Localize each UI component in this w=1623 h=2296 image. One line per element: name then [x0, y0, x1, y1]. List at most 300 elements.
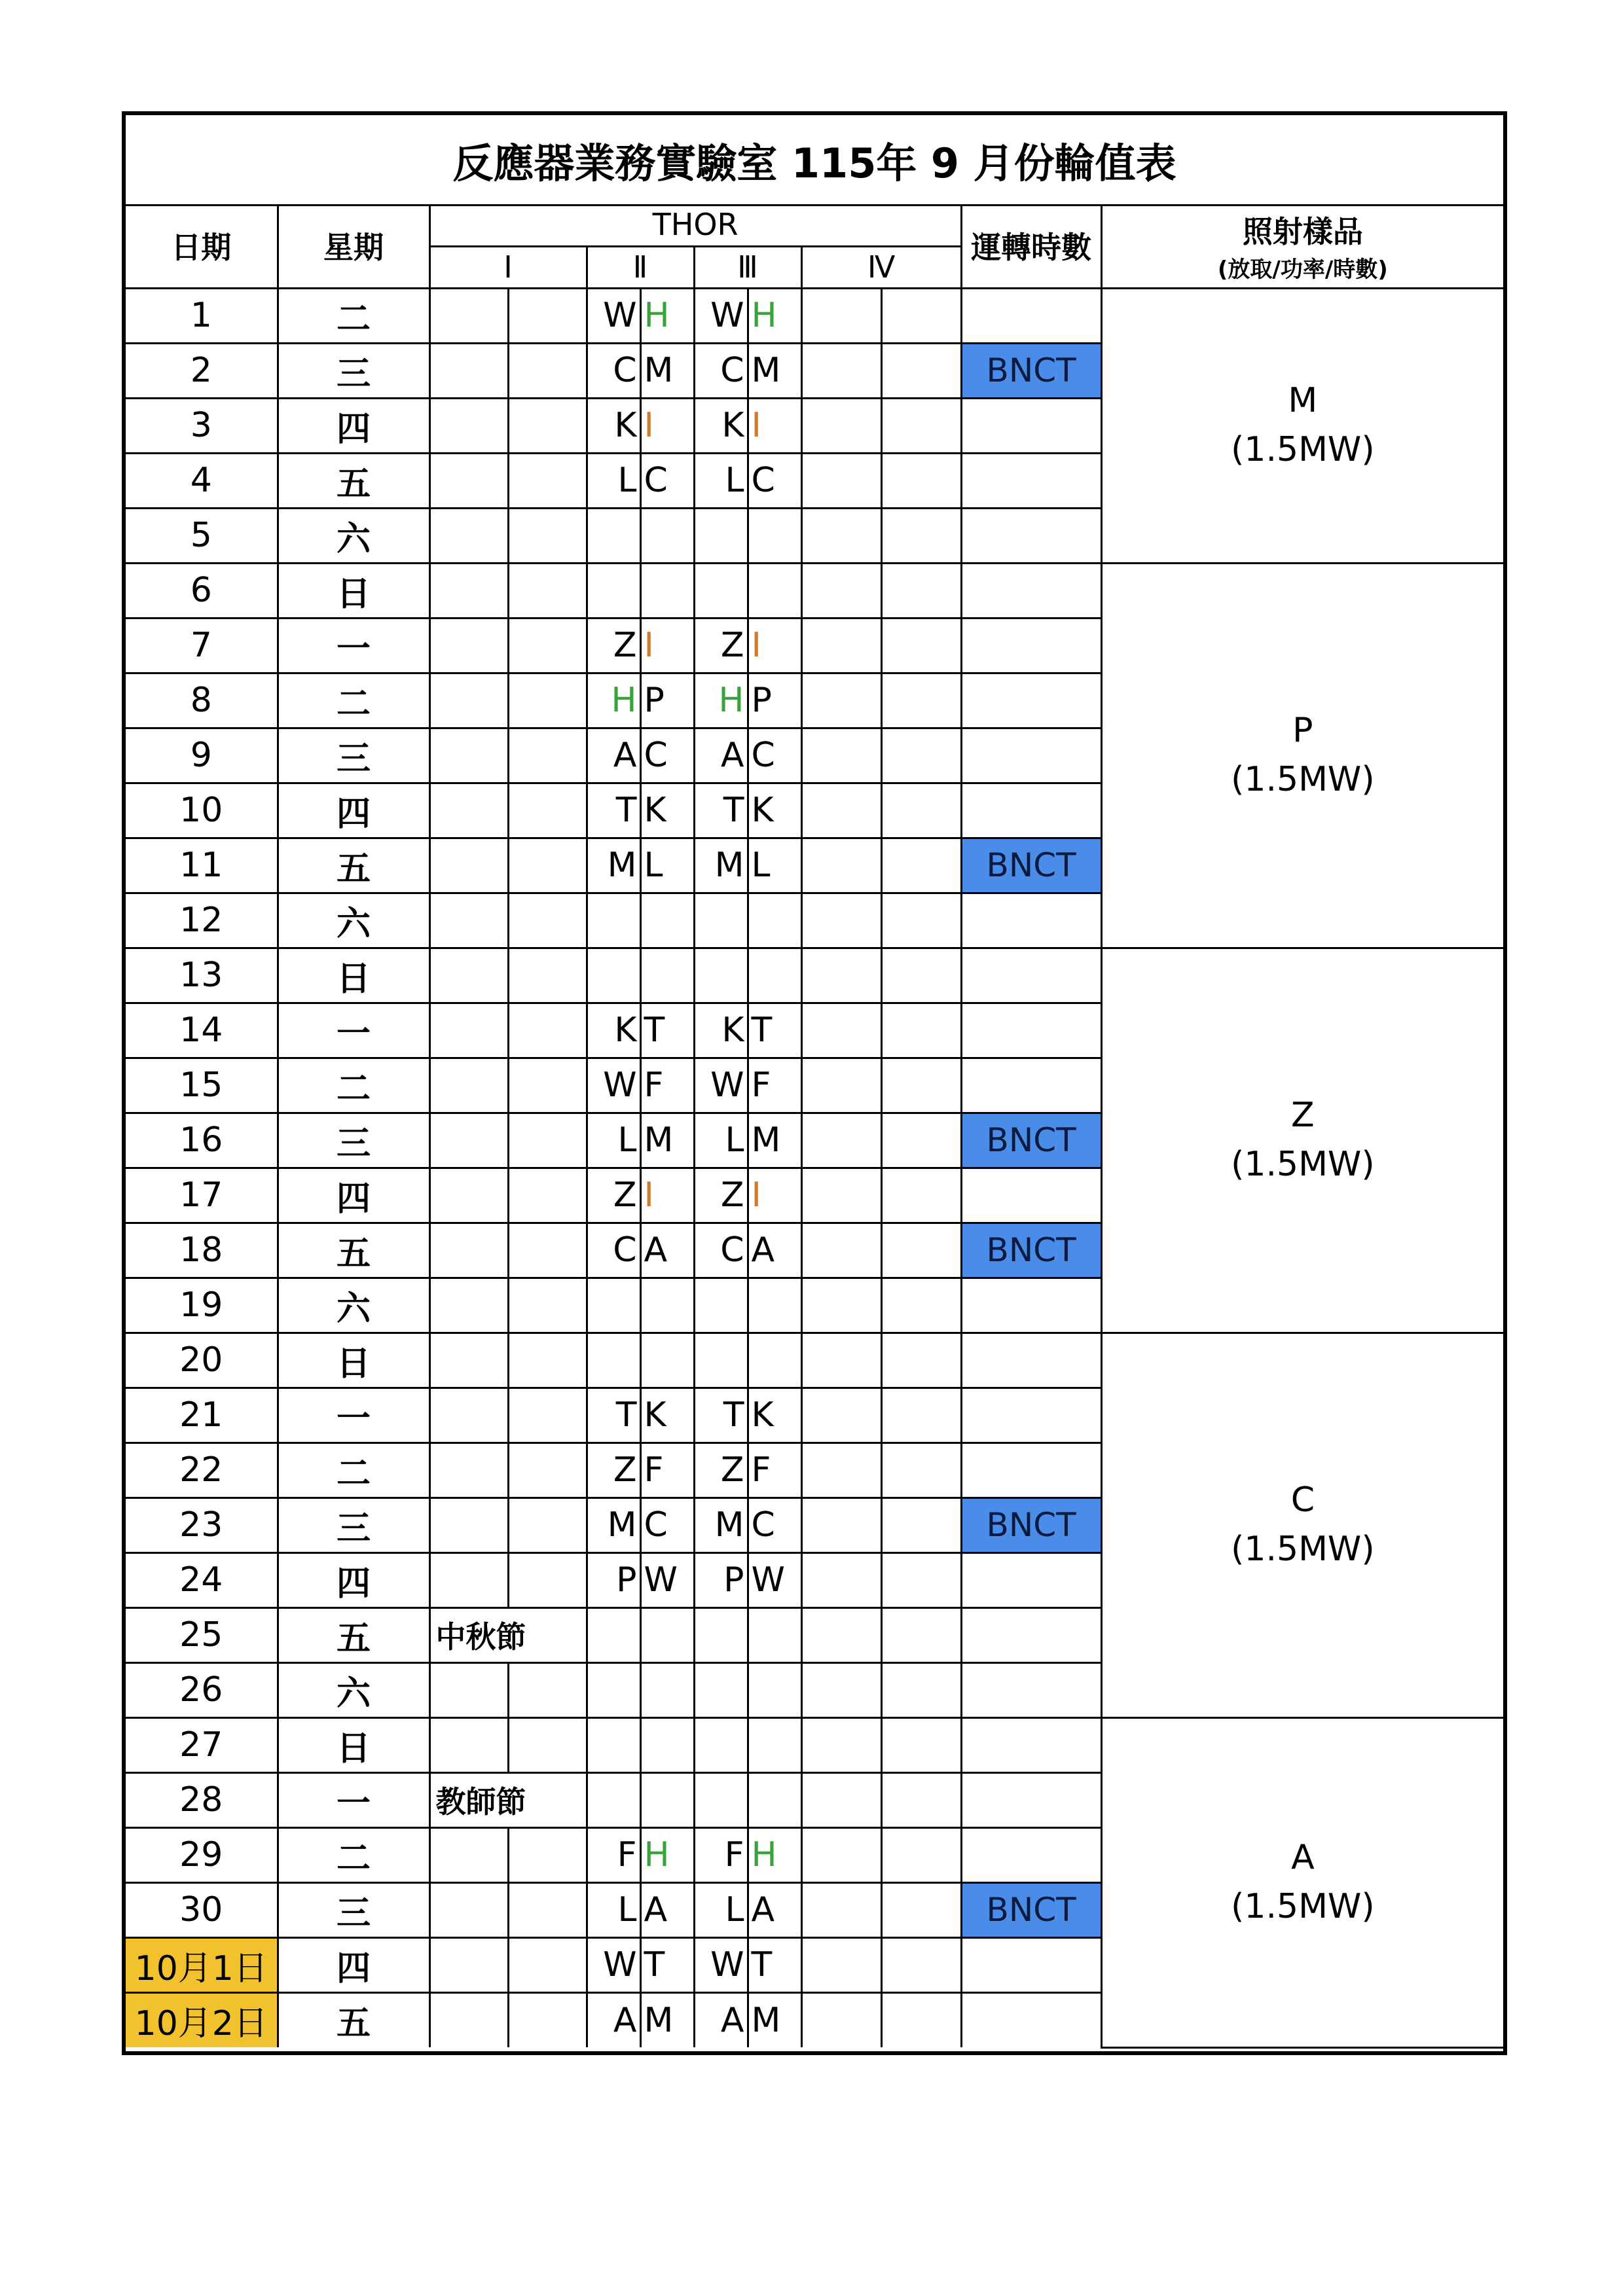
- table-row: [126, 1717, 1503, 1772]
- group4-cell-b: [881, 508, 961, 563]
- shift-iii-0: C: [694, 1223, 748, 1278]
- run-hours-cell: [961, 1278, 1101, 1333]
- group1-cell-a: [429, 1278, 508, 1333]
- holiday-note: 教師節: [429, 1772, 587, 1827]
- shift-iii-0: [694, 1772, 748, 1827]
- shift-iii-0: W: [694, 1058, 748, 1113]
- shift-ii-0: A: [587, 728, 640, 783]
- bnct-badge: BNCT: [961, 1223, 1101, 1278]
- group4-cell-a: [801, 453, 881, 508]
- shift-ii-0: [587, 1717, 640, 1772]
- shift-ii-1: T: [640, 1937, 694, 1992]
- group4-cell-a: [801, 1717, 881, 1772]
- run-hours-cell: [961, 1058, 1101, 1113]
- group1-cell-b: [508, 838, 587, 893]
- date-cell: 5: [126, 508, 278, 563]
- group1-cell-a: [429, 288, 508, 343]
- shift-ii-0: L: [587, 453, 640, 508]
- group1-cell-a: [429, 1992, 508, 2047]
- shift-iii-1: [748, 508, 801, 563]
- group1-cell-b: [508, 288, 587, 343]
- weekday-cell: 三: [278, 343, 429, 398]
- date-cell: 28: [126, 1772, 278, 1827]
- shift-ii-0: T: [587, 1388, 640, 1443]
- group4-cell-a: [801, 1992, 881, 2047]
- group1-cell-b: [508, 673, 587, 728]
- group4-cell-b: [881, 948, 961, 1003]
- shift-iii-1: H: [748, 1827, 801, 1882]
- group1-cell-a: [429, 1498, 508, 1552]
- group4-cell-b: [881, 838, 961, 893]
- date-cell: 19: [126, 1278, 278, 1333]
- shift-iii-0: Z: [694, 1168, 748, 1223]
- shift-ii-0: [587, 1333, 640, 1388]
- group1-cell-a: [429, 1882, 508, 1937]
- roster-sheet: [122, 111, 1507, 2055]
- group1-cell-a: [429, 1058, 508, 1113]
- bnct-badge: BNCT: [961, 838, 1101, 893]
- group4-cell-a: [801, 508, 881, 563]
- shift-ii-0: [587, 563, 640, 618]
- bnct-badge: BNCT: [961, 1113, 1101, 1168]
- group1-cell-b: [508, 1498, 587, 1552]
- shift-ii-0: L: [587, 1113, 640, 1168]
- weekday-cell: 二: [278, 1058, 429, 1113]
- shift-iii-1: F: [748, 1443, 801, 1498]
- group4-cell-a: [801, 783, 881, 838]
- shift-iii-1: F: [748, 1058, 801, 1113]
- shift-iii-1: I: [748, 618, 801, 673]
- shift-ii-1: L: [640, 838, 694, 893]
- run-hours-cell: [961, 1388, 1101, 1443]
- group1-cell-b: [508, 1882, 587, 1937]
- date-cell: 22: [126, 1443, 278, 1498]
- shift-ii-1: [640, 508, 694, 563]
- weekday-cell: 二: [278, 288, 429, 343]
- group1-cell-a: [429, 508, 508, 563]
- run-hours-cell: [961, 398, 1101, 453]
- group1-cell-a: [429, 1717, 508, 1772]
- date-cell: 6: [126, 563, 278, 618]
- shift-ii-0: [587, 893, 640, 948]
- shift-iii-0: T: [694, 1388, 748, 1443]
- date-cell: 1: [126, 288, 278, 343]
- group1-cell-b: [508, 1717, 587, 1772]
- group4-cell-a: [801, 1333, 881, 1388]
- shift-iii-0: [694, 1607, 748, 1662]
- group1-cell-a: [429, 1003, 508, 1058]
- run-hours-cell: [961, 728, 1101, 783]
- shift-iii-0: [694, 1717, 748, 1772]
- shift-ii-0: W: [587, 1937, 640, 1992]
- group1-cell-a: [429, 618, 508, 673]
- sample-name: M: [1288, 380, 1318, 420]
- shift-ii-0: [587, 1772, 640, 1827]
- date-cell: 16: [126, 1113, 278, 1168]
- weekday-cell: 三: [278, 1113, 429, 1168]
- weekday-cell: 四: [278, 783, 429, 838]
- group4-cell-b: [881, 1058, 961, 1113]
- group1-cell-a: [429, 673, 508, 728]
- group4-cell-a: [801, 1662, 881, 1717]
- group4-cell-a: [801, 728, 881, 783]
- header-thor: THOR: [429, 204, 961, 246]
- weekday-cell: 四: [278, 398, 429, 453]
- shift-iii-0: [694, 1278, 748, 1333]
- group4-cell-b: [881, 1882, 961, 1937]
- shift-iii-1: C: [748, 1498, 801, 1552]
- shift-ii-0: [587, 1607, 640, 1662]
- weekday-cell: 日: [278, 948, 429, 1003]
- weekday-cell: 六: [278, 893, 429, 948]
- sample-cell: [1101, 1333, 1503, 1717]
- weekday-cell: 六: [278, 1278, 429, 1333]
- date-cell: 9: [126, 728, 278, 783]
- shift-iii-0: K: [694, 398, 748, 453]
- group1-cell-a: [429, 1937, 508, 1992]
- date-cell: 8: [126, 673, 278, 728]
- bnct-badge: BNCT: [961, 343, 1101, 398]
- group4-cell-b: [881, 1388, 961, 1443]
- weekday-cell: 三: [278, 1882, 429, 1937]
- run-hours-cell: [961, 948, 1101, 1003]
- shift-ii-0: C: [587, 343, 640, 398]
- group4-cell-b: [881, 1552, 961, 1607]
- shift-ii-0: Z: [587, 618, 640, 673]
- group4-cell-a: [801, 948, 881, 1003]
- shift-iii-1: [748, 1278, 801, 1333]
- group1-cell-a: [429, 1388, 508, 1443]
- group4-cell-b: [881, 1113, 961, 1168]
- sample-cell: [1101, 288, 1503, 563]
- weekday-cell: 二: [278, 1827, 429, 1882]
- group4-cell-a: [801, 1223, 881, 1278]
- group1-cell-a: [429, 1552, 508, 1607]
- shift-ii-1: A: [640, 1882, 694, 1937]
- group1-cell-b: [508, 1388, 587, 1443]
- group4-cell-b: [881, 1772, 961, 1827]
- sample-power: (1.5MW): [1231, 1887, 1375, 1926]
- shift-ii-0: [587, 1278, 640, 1333]
- shift-iii-0: M: [694, 1498, 748, 1552]
- shift-ii-1: M: [640, 343, 694, 398]
- group1-cell-b: [508, 728, 587, 783]
- shift-iii-0: [694, 1333, 748, 1388]
- group4-cell-b: [881, 1278, 961, 1333]
- shift-iii-0: K: [694, 1003, 748, 1058]
- run-hours-cell: [961, 288, 1101, 343]
- group1-cell-a: [429, 1333, 508, 1388]
- shift-iii-1: H: [748, 288, 801, 343]
- shift-ii-1: K: [640, 1388, 694, 1443]
- run-hours-cell: [961, 783, 1101, 838]
- shift-ii-1: I: [640, 618, 694, 673]
- shift-ii-1: [640, 893, 694, 948]
- shift-iii-0: [694, 508, 748, 563]
- group4-cell-a: [801, 1607, 881, 1662]
- shift-iii-0: A: [694, 1992, 748, 2047]
- shift-iii-0: [694, 893, 748, 948]
- group1-cell-a: [429, 783, 508, 838]
- weekday-cell: 五: [278, 838, 429, 893]
- group1-cell-a: [429, 1443, 508, 1498]
- shift-ii-1: K: [640, 783, 694, 838]
- date-cell: 2: [126, 343, 278, 398]
- group1-cell-a: [429, 1113, 508, 1168]
- date-cell: 7: [126, 618, 278, 673]
- weekday-cell: 五: [278, 453, 429, 508]
- sample-name: Z: [1291, 1095, 1315, 1135]
- run-hours-cell: [961, 1333, 1101, 1388]
- shift-ii-1: C: [640, 1498, 694, 1552]
- group4-cell-a: [801, 1937, 881, 1992]
- group1-cell-a: [429, 1168, 508, 1223]
- weekday-cell: 五: [278, 1223, 429, 1278]
- group4-cell-a: [801, 288, 881, 343]
- weekday-cell: 六: [278, 1662, 429, 1717]
- shift-ii-0: F: [587, 1827, 640, 1882]
- roster-body: [126, 288, 1503, 2047]
- run-hours-cell: [961, 673, 1101, 728]
- group1-cell-b: [508, 563, 587, 618]
- sample-name: A: [1291, 1837, 1315, 1877]
- group1-cell-b: [508, 948, 587, 1003]
- shift-ii-1: F: [640, 1443, 694, 1498]
- shift-ii-1: H: [640, 288, 694, 343]
- group1-cell-b: [508, 1003, 587, 1058]
- group1-cell-b: [508, 1937, 587, 1992]
- header-date: 日期: [126, 204, 278, 288]
- date-cell: 18: [126, 1223, 278, 1278]
- group1-cell-b: [508, 1552, 587, 1607]
- weekday-cell: 一: [278, 1388, 429, 1443]
- group4-cell-b: [881, 728, 961, 783]
- shift-iii-1: [748, 1333, 801, 1388]
- run-hours-cell: [961, 1003, 1101, 1058]
- date-cell: 13: [126, 948, 278, 1003]
- header-group-1: Ⅰ: [429, 246, 587, 288]
- shift-ii-0: P: [587, 1552, 640, 1607]
- shift-iii-0: [694, 948, 748, 1003]
- group4-cell-b: [881, 288, 961, 343]
- shift-ii-1: A: [640, 1223, 694, 1278]
- date-cell: 14: [126, 1003, 278, 1058]
- group4-cell-b: [881, 1443, 961, 1498]
- shift-ii-0: L: [587, 1882, 640, 1937]
- shift-iii-1: A: [748, 1223, 801, 1278]
- group1-cell-b: [508, 618, 587, 673]
- table-row: [126, 288, 1503, 343]
- weekday-cell: 二: [278, 1443, 429, 1498]
- group1-cell-b: [508, 1113, 587, 1168]
- shift-ii-1: W: [640, 1552, 694, 1607]
- shift-ii-1: F: [640, 1058, 694, 1113]
- shift-iii-1: K: [748, 783, 801, 838]
- shift-iii-0: H: [694, 673, 748, 728]
- shift-iii-1: I: [748, 398, 801, 453]
- shift-iii-0: Z: [694, 618, 748, 673]
- group1-cell-a: [429, 453, 508, 508]
- run-hours-cell: [961, 453, 1101, 508]
- shift-iii-1: K: [748, 1388, 801, 1443]
- weekday-cell: 五: [278, 1607, 429, 1662]
- group1-cell-b: [508, 1333, 587, 1388]
- sample-power: (1.5MW): [1231, 1145, 1375, 1184]
- weekday-cell: 日: [278, 1717, 429, 1772]
- shift-iii-0: W: [694, 1937, 748, 1992]
- group4-cell-b: [881, 618, 961, 673]
- group1-cell-b: [508, 1058, 587, 1113]
- group4-cell-a: [801, 618, 881, 673]
- shift-iii-0: A: [694, 728, 748, 783]
- run-hours-cell: [961, 1937, 1101, 1992]
- shift-iii-0: M: [694, 838, 748, 893]
- run-hours-cell: [961, 1992, 1101, 2047]
- shift-ii-1: [640, 1717, 694, 1772]
- run-hours-cell: [961, 1772, 1101, 1827]
- shift-iii-1: C: [748, 728, 801, 783]
- group1-cell-a: [429, 948, 508, 1003]
- shift-iii-1: W: [748, 1552, 801, 1607]
- shift-iii-1: T: [748, 1937, 801, 1992]
- shift-iii-1: M: [748, 1992, 801, 2047]
- group4-cell-a: [801, 1388, 881, 1443]
- group4-cell-b: [881, 1937, 961, 1992]
- date-cell: 10月2日: [126, 1992, 278, 2047]
- shift-iii-1: A: [748, 1882, 801, 1937]
- date-cell: 17: [126, 1168, 278, 1223]
- group4-cell-a: [801, 1113, 881, 1168]
- shift-ii-1: [640, 1772, 694, 1827]
- header-weekday: 星期: [278, 204, 429, 288]
- group4-cell-a: [801, 1827, 881, 1882]
- sample-power: (1.5MW): [1231, 430, 1375, 469]
- weekday-cell: 日: [278, 1333, 429, 1388]
- group1-cell-a: [429, 343, 508, 398]
- weekday-cell: 日: [278, 563, 429, 618]
- weekday-cell: 五: [278, 1992, 429, 2047]
- shift-ii-0: W: [587, 1058, 640, 1113]
- shift-iii-0: F: [694, 1827, 748, 1882]
- date-cell: 25: [126, 1607, 278, 1662]
- group1-cell-a: [429, 1827, 508, 1882]
- shift-iii-1: M: [748, 1113, 801, 1168]
- shift-ii-1: T: [640, 1003, 694, 1058]
- shift-iii-0: T: [694, 783, 748, 838]
- shift-ii-1: [640, 563, 694, 618]
- shift-ii-0: T: [587, 783, 640, 838]
- table-row: [126, 1333, 1503, 1388]
- shift-iii-0: [694, 1662, 748, 1717]
- shift-ii-0: [587, 948, 640, 1003]
- shift-ii-0: [587, 508, 640, 563]
- shift-ii-1: P: [640, 673, 694, 728]
- run-hours-cell: [961, 1827, 1101, 1882]
- group4-cell-b: [881, 1607, 961, 1662]
- shift-iii-1: [748, 893, 801, 948]
- sample-power: (1.5MW): [1231, 1530, 1375, 1569]
- group1-cell-b: [508, 1168, 587, 1223]
- group4-cell-b: [881, 1223, 961, 1278]
- weekday-cell: 四: [278, 1552, 429, 1607]
- roster-table: [126, 204, 1503, 2049]
- group4-cell-b: [881, 1662, 961, 1717]
- run-hours-cell: [961, 893, 1101, 948]
- sample-cell: [1101, 948, 1503, 1333]
- page-title: 反應器業務實驗室 115年 9 月份輪值表: [126, 115, 1503, 206]
- weekday-cell: 四: [278, 1937, 429, 1992]
- shift-ii-0: C: [587, 1223, 640, 1278]
- group1-cell-b: [508, 1443, 587, 1498]
- header-group-4: Ⅳ: [801, 246, 961, 288]
- header-sample-title: 照射樣品: [1242, 213, 1363, 249]
- shift-iii-0: C: [694, 343, 748, 398]
- group1-cell-b: [508, 398, 587, 453]
- group4-cell-b: [881, 1333, 961, 1388]
- shift-ii-1: M: [640, 1113, 694, 1168]
- group4-cell-b: [881, 563, 961, 618]
- group4-cell-a: [801, 1552, 881, 1607]
- shift-ii-1: [640, 948, 694, 1003]
- shift-ii-1: [640, 1278, 694, 1333]
- shift-ii-1: M: [640, 1992, 694, 2047]
- group4-cell-b: [881, 1003, 961, 1058]
- group4-cell-b: [881, 398, 961, 453]
- group4-cell-a: [801, 1443, 881, 1498]
- date-cell: 24: [126, 1552, 278, 1607]
- shift-iii-1: [748, 563, 801, 618]
- run-hours-cell: [961, 1717, 1101, 1772]
- group4-cell-b: [881, 1827, 961, 1882]
- shift-ii-0: K: [587, 1003, 640, 1058]
- date-cell: 27: [126, 1717, 278, 1772]
- shift-ii-0: M: [587, 1498, 640, 1552]
- shift-iii-1: [748, 1772, 801, 1827]
- shift-ii-0: Z: [587, 1168, 640, 1223]
- group4-cell-a: [801, 1772, 881, 1827]
- sample-cell: [1101, 1717, 1503, 2047]
- group1-cell-a: [429, 838, 508, 893]
- weekday-cell: 一: [278, 1003, 429, 1058]
- shift-iii-1: P: [748, 673, 801, 728]
- shift-ii-0: M: [587, 838, 640, 893]
- group1-cell-b: [508, 343, 587, 398]
- shift-iii-1: L: [748, 838, 801, 893]
- shift-ii-0: [587, 1662, 640, 1717]
- shift-iii-0: P: [694, 1552, 748, 1607]
- shift-ii-0: K: [587, 398, 640, 453]
- shift-ii-1: H: [640, 1827, 694, 1882]
- date-cell: 20: [126, 1333, 278, 1388]
- shift-iii-1: [748, 948, 801, 1003]
- shift-iii-1: T: [748, 1003, 801, 1058]
- group4-cell-b: [881, 673, 961, 728]
- shift-iii-0: [694, 563, 748, 618]
- run-hours-cell: [961, 1168, 1101, 1223]
- group1-cell-b: [508, 1223, 587, 1278]
- group1-cell-a: [429, 1223, 508, 1278]
- group4-cell-a: [801, 1168, 881, 1223]
- run-hours-cell: [961, 1443, 1101, 1498]
- group4-cell-b: [881, 343, 961, 398]
- group1-cell-b: [508, 453, 587, 508]
- header-run-hours: 運轉時數: [961, 204, 1101, 288]
- group4-cell-a: [801, 673, 881, 728]
- shift-ii-0: Z: [587, 1443, 640, 1498]
- weekday-cell: 四: [278, 1168, 429, 1223]
- group4-cell-b: [881, 783, 961, 838]
- shift-ii-0: A: [587, 1992, 640, 2047]
